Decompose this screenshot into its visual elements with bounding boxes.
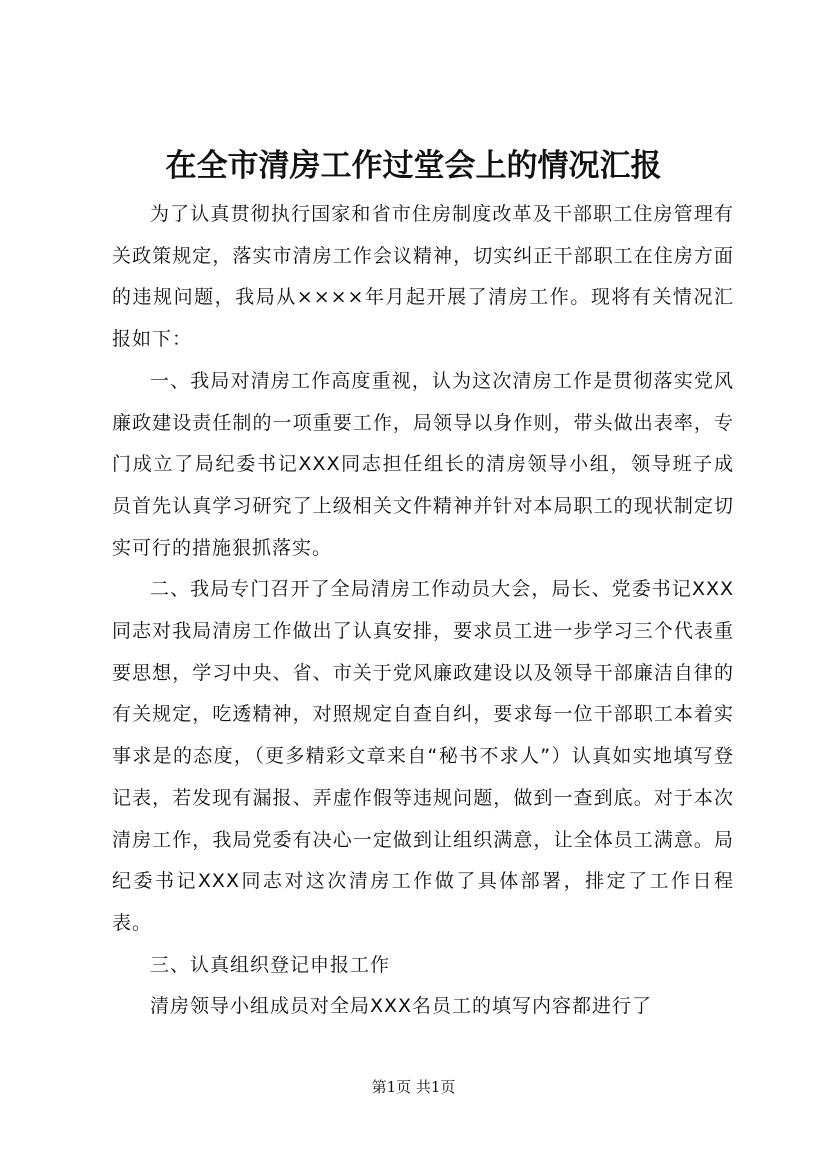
paragraph-section-2: 二、我局专门召开了全局清房工作动员大会，局长、党委书记XXX同志对我局清房工作做出了认真安排，要求员工进一步学习三个代表重要思想，学习中央、省、市关于党风廉政建设以及领导干部廉洁自律的有关规定，吃透精神，对照规定自查自纠，要求每一位干部职工本着实事求是的态度，（更多精彩文章来自“秘书不求人”）认真如实地填写登记表，若发现有漏报、弄虚作假等违规问题，做到一查到底。对于本次清房工作，我局党委有决心一定做到让组织满意，让全体员工满意。局纪委书记XXX同志对这次清房工作做了具体部署，排定了工作日程表。 — [112, 578, 734, 934]
paragraph-section-3: 清房领导小组成员对全局XXX名员工的填写内容都进行了 — [150, 995, 653, 1018]
page-footer: 第1页 共1页 — [371, 1078, 456, 1096]
paragraph-intro: 为了认真贯彻执行国家和省市住房制度改革及干部职工住房管理有关政策规定，落实市清房工作会议精神，切实纠正干部职工在住房方面的违规问题，我局从××××年月起开展了清房工作。现将有关情况汇报如下： — [112, 203, 734, 351]
section-3-heading: 三、认真组织登记申报工作 — [150, 953, 391, 976]
document-title: 在全市清房工作过堂会上的情况汇报 — [165, 148, 662, 184]
document-body — [112, 194, 734, 1028]
paragraph-section-1: 一、我局对清房工作高度重视，认为这次清房工作是贯彻落实党风廉政建设责任制的一项重要工作，局领导以身作则，带头做出表率，专门成立了局纪委书记XXX同志担任组长的清房领导小组，领导班子成员首先认真学习研究了上级相关文件精神并针对本局职工的现状制定切实可行的措施狠抓落实。 — [112, 369, 734, 559]
